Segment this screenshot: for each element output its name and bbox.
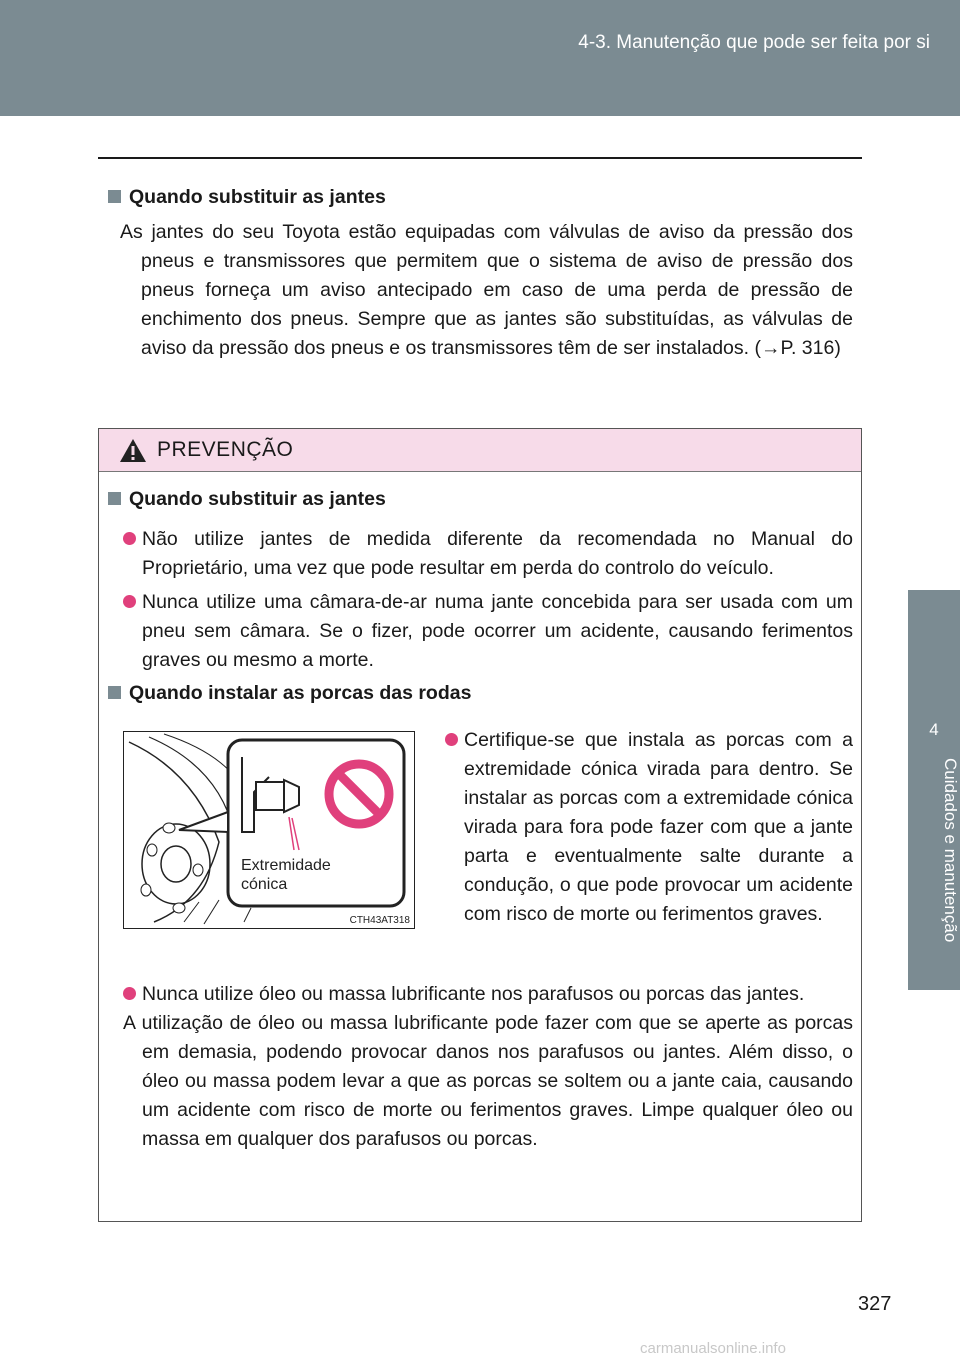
caution-item-1 [123, 525, 853, 583]
intro-body-text: As jantes do seu Toyota estão equipadas com válvulas de aviso da pressão dos pneus e transmissores que permitem que o sistema de aviso de pressão dos pneus forneça um aviso antecipado em caso de uma perda de pressão de enchimento dos pneus. Sempre que as jantes são substituídas, as válvulas de aviso da pressão dos pneus e os transmissores têm de ser instalados. (→P. 316) [120, 221, 853, 359]
chapter-tab [908, 590, 960, 990]
square-bullet-icon [108, 686, 121, 699]
chapter-label: Cuidados e manutenção [941, 758, 960, 943]
caution-header [99, 429, 861, 472]
caution-item-1-text: Não utilize jantes de medida diferente da recomendada no Manual do Proprietário, uma vez que pode resultar em perda do controlo do veículo. [142, 528, 853, 579]
chapter-number: 4 [929, 720, 939, 739]
intro-heading-text: Quando substituir as jantes [129, 186, 386, 208]
bullet-dot-icon [123, 987, 136, 1000]
lug-nut-illustration [123, 731, 415, 929]
page-number: 327 [858, 1293, 892, 1315]
caution-item-4-text: Nunca utilize óleo ou massa lubrificante nos parafusos ou porcas das jantes. [142, 983, 805, 1005]
figure-code: CTH43AT318 [349, 915, 410, 926]
header-band [0, 0, 960, 116]
wheel-nut-drawing [124, 732, 413, 927]
caution-item-2-text: Nunca utilize uma câmara-de-ar numa jante concebida para ser usada com um pneu sem câmara. Se o fizer, pode ocorrer um acidente, causando ferimentos graves ou mesmo a morte. [142, 591, 853, 671]
caution-heading-1 [108, 488, 386, 511]
caution-item-4-cont: A utilização de óleo ou massa lubrificante pode fazer com que se aperte as porcas em demasia, podendo provocar danos nos parafusos ou jantes. Além disso, o óleo ou massa podem levar a que as porcas se soltem ou a jante caia, causando um acidente com risco de morte ou ferimentos graves. Limpe qualquer óleo ou massa em qualquer dos parafusos ou porcas. [123, 1012, 853, 1150]
bullet-dot-icon [123, 595, 136, 608]
intro-body [120, 218, 853, 363]
section-title: 4-3. Manutenção que pode ser feita por si [578, 32, 930, 53]
bullet-dot-icon [123, 532, 136, 545]
caution-item-3-text: Certifique-se que instala as porcas com a extremidade cónica virada para dentro. Se instalar as porcas com a extremidade cónica virada para fora pode fazer com que a jante parta e eventualmente salte durante a condução, o que pode provocar um acidente com risco de morte ou ferimentos graves. [464, 729, 853, 925]
warning-triangle-icon [119, 438, 147, 463]
caution-heading-2-text: Quando instalar as porcas das rodas [129, 682, 472, 704]
watermark: carmanualsonline.info [640, 1340, 786, 1357]
caution-item-3 [445, 726, 853, 929]
bullet-dot-icon [445, 733, 458, 746]
top-divider [98, 157, 862, 159]
caution-item-4 [123, 980, 853, 1154]
square-bullet-icon [108, 190, 121, 203]
caution-item-2 [123, 588, 853, 675]
caution-title: PREVENÇÃO [157, 438, 294, 461]
square-bullet-icon [108, 492, 121, 505]
caution-heading-1-text: Quando substituir as jantes [129, 488, 386, 510]
caution-heading-2 [108, 682, 471, 705]
intro-heading [108, 186, 386, 209]
figure-label-tapered-end: Extremidade cónica [241, 857, 331, 893]
